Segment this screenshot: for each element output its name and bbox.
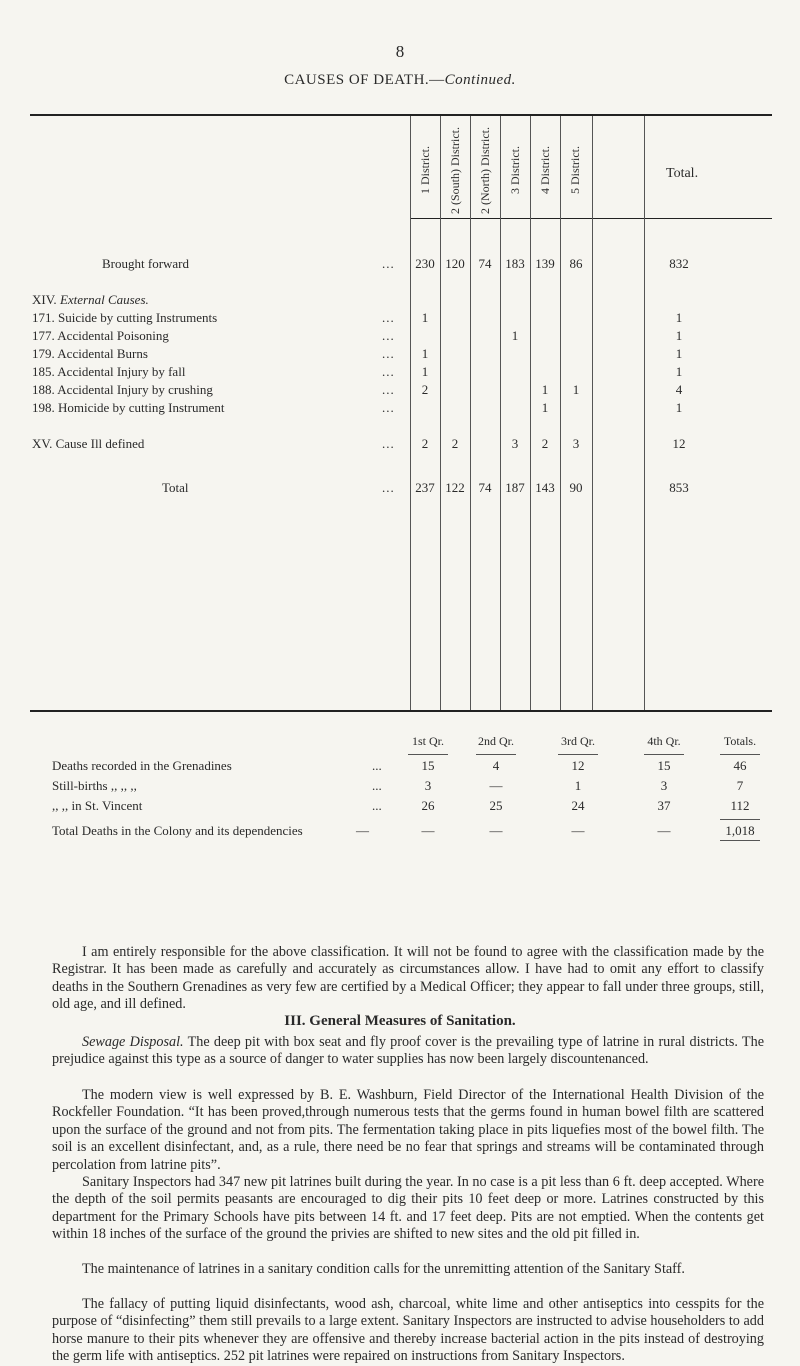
quarter-total-underline [720, 840, 760, 841]
quarter-cell: 112 [730, 798, 750, 813]
quarter-cell: 3 [424, 778, 432, 793]
sewage-disposal-lead: Sewage Disposal. [82, 1034, 184, 1050]
quarter-row-label: Still-births ,, ,, ,, [52, 778, 137, 793]
table-cell: 74 [478, 480, 492, 495]
quarter-cell: — [657, 823, 671, 838]
paragraph-modern-view: The modern view is well expressed by B. E. Washburn, Field Director of the International Health Division of the Rockfeller Foundation. “It has been proved,through numerous tests that the germs found in human bowel filth are scattered upon the surface of the ground and not from pits. The fermentation taking place in pits liquefies most of the bowel filth. The soil is an excellent disinfectant, and, as a rule, there need be no fear that springs and streams will be contaminated through percolation from latrine pits”. [52, 1087, 764, 1173]
row-label: 177. Accidental Poisoning [32, 328, 169, 343]
quarter-row-dots: ... [372, 798, 382, 813]
row-label: Brought forward [102, 256, 190, 271]
heading-continued: Continued. [444, 72, 516, 88]
paragraph-sewage-disposal [52, 1034, 764, 1069]
row-dots: ... [382, 328, 395, 343]
district-header [470, 126, 500, 214]
table-bottom-rule [30, 710, 772, 712]
table-cell: 74 [478, 256, 492, 271]
quarter-cell: 1,018 [725, 823, 755, 838]
row-dots: ... [382, 346, 395, 361]
district-header-text: 2 (North) District. [477, 126, 492, 214]
row-dots: ... [382, 256, 395, 271]
paragraph-maintenance: The maintenance of latrines in a sanitary condition calls for the unremitting attention of the Sanitary Staff. [82, 1261, 685, 1277]
quarter-cell: 46 [733, 758, 747, 773]
table-cell: 2 [421, 436, 429, 451]
district-header [500, 126, 530, 214]
quarter-header: 3rd Qr. [561, 734, 595, 748]
total-cell: 1 [675, 346, 683, 361]
table-cell: 3 [572, 436, 580, 451]
row-label: 198. Homicide by cutting Instrument [32, 400, 225, 415]
section-title: External Causes. [59, 292, 149, 307]
table-cell: 187 [505, 480, 525, 495]
row-dots: ... [382, 310, 395, 325]
quarter-row-label: Deaths recorded in the Grenadines [52, 758, 232, 773]
total-cell: 1 [675, 400, 683, 415]
table-cell: 1 [511, 328, 519, 343]
table-cell: 122 [445, 480, 465, 495]
row-label: 171. Suicide by cutting Instruments [32, 310, 218, 325]
quarter-cell: 24 [571, 798, 585, 813]
district-header-text: 2 (South) District. [447, 126, 462, 214]
section-label [32, 292, 149, 308]
row-dots: ... [382, 436, 395, 451]
section-number: XIV. [32, 292, 60, 307]
total-cell: 4 [675, 382, 683, 397]
table-cell: 1 [421, 364, 429, 379]
causes-table [30, 114, 772, 712]
total-cell: 12 [672, 436, 686, 451]
row-label: 179. Accidental Burns [32, 346, 148, 361]
quarter-total-rule [720, 819, 760, 820]
district-header [440, 126, 470, 214]
quarter-header-rule [558, 754, 598, 755]
quarter-row-label: ,, ,, in St. Vincent [52, 798, 143, 813]
table-cell: 2 [451, 436, 459, 451]
quarter-cell: 4 [492, 758, 500, 773]
table-cell: 90 [569, 480, 583, 495]
quarter-cell: 1 [574, 778, 582, 793]
quarter-row-dots: ... [372, 758, 382, 773]
total-cell: 1 [675, 310, 683, 325]
district-header [560, 126, 590, 214]
quarter-row-label: Total Deaths in the Colony and its dependencies [52, 823, 303, 838]
table-header-rule [410, 218, 772, 219]
row-dots: ... [382, 382, 395, 397]
table-cell: 230 [415, 256, 435, 271]
district-header-text: 5 District. [567, 146, 582, 194]
quarter-header: 1st Qr. [411, 734, 444, 748]
quarter-cell: — [571, 823, 585, 838]
table-cell: 2 [421, 382, 429, 397]
total-cell: 1 [675, 328, 683, 343]
quarter-cell: — [421, 823, 435, 838]
table-cell: 1 [421, 346, 429, 361]
table-cell: 86 [569, 256, 583, 271]
table-cell: 3 [511, 436, 519, 451]
quarter-row-dots: — [356, 823, 369, 838]
page-heading [0, 72, 800, 89]
quarter-cell: 26 [421, 798, 435, 813]
row-label: 188. Accidental Injury by crushing [32, 382, 213, 397]
row-label: XV. Cause Ill defined [32, 436, 145, 451]
table-cell: 1 [541, 400, 549, 415]
row-label: 185. Accidental Injury by fall [32, 364, 186, 379]
table-cell: 237 [415, 480, 435, 495]
quarter-cell: 15 [657, 758, 671, 773]
paragraph-classification: I am entirely responsible for the above classification. It will not be found to agree with the classification made by the Registrar. It has been made as carefully and accurately as circumstances allow. I have had to omit any effort to classify deaths in the Southern Grenadines as very few are certified by a Medical Officer; they appear to fall under three groups, still, old age, and ill defined. [52, 944, 764, 1013]
quarter-header-rule [644, 754, 684, 755]
quarter-header-rule [408, 754, 448, 755]
quarter-cell: 12 [571, 758, 585, 773]
quarter-cell: — [489, 823, 503, 838]
table-cell: 183 [505, 256, 525, 271]
section-heading: III. General Measures of Sanitation. [284, 1013, 516, 1029]
quarter-header-rule [476, 754, 516, 755]
table-cell: 1 [572, 382, 580, 397]
paragraph-fallacy: The fallacy of putting liquid disinfectants, wood ash, charcoal, white lime and other antiseptics into cesspits for the purpose of “disinfecting” them still prevails to a large extent. Sanitary Inspectors are instructed to advise householders to add horse manure to their pits whenever they are offensive and thereby increase bacterial action in the pits instead of destroying the germ life with antiseptics. 252 pit latrines were repaired on instructions from Sanitary Inspectors. [52, 1296, 764, 1365]
quarter-cell: 7 [736, 778, 744, 793]
quarter-cell: 25 [489, 798, 503, 813]
quarter-cell: 15 [421, 758, 435, 773]
total-cell: 832 [669, 256, 689, 271]
total-cell: 1 [675, 364, 683, 379]
row-dots: ... [382, 480, 395, 495]
district-header [530, 126, 560, 214]
table-cell: 139 [535, 256, 555, 271]
quarter-header: 4th Qr. [647, 734, 681, 748]
heading-main: CAUSES OF DEATH.— [284, 72, 445, 88]
quarter-header: Totals. [723, 734, 757, 748]
district-header-text: 3 District. [507, 146, 522, 194]
row-dots: ... [382, 400, 395, 415]
table-cell: 143 [535, 480, 555, 495]
table-cell: 2 [541, 436, 549, 451]
table-top-rule [30, 114, 772, 116]
column-rule [592, 116, 593, 710]
total-cell: 853 [669, 480, 689, 495]
quarter-cell: 3 [660, 778, 668, 793]
row-label: Total [162, 480, 189, 495]
row-dots: ... [382, 364, 395, 379]
quarter-header: 2nd Qr. [478, 734, 514, 748]
quarter-header-rule [720, 754, 760, 755]
district-header-text: 4 District. [537, 146, 552, 194]
page-number: 8 [395, 42, 405, 61]
quarter-cell: 37 [657, 798, 671, 813]
quarter-cell: — [489, 778, 503, 793]
district-header-text: 1 District. [417, 146, 432, 194]
table-cell: 1 [421, 310, 429, 325]
table-cell: 1 [541, 382, 549, 397]
district-header [410, 126, 440, 214]
quarter-row-dots: ... [372, 778, 382, 793]
paragraph-inspectors: Sanitary Inspectors had 347 new pit latrines built during the year. In no case is a pit less than 6 ft. deep accepted. Where the depth of the soil permits peasants are encouraged to dig their pits 10 feet deep or more. Latrines constructed by this department for the Primary Schools have pits between 14 ft. and 17 feet deep. Pits are not emptied. When the contents get within 18 inches of the surface of the ground the privies are shifted to new sites and the old pit filled in. [52, 1174, 764, 1243]
total-header: Total. [666, 166, 699, 181]
sewage-disposal-text: The deep pit with box seat and fly proof cover is the prevailing type of latrine in rural districts. The prejudice against this type as a source of danger to water supplies has now been largely discountenanced. [52, 1034, 764, 1068]
table-cell: 120 [445, 256, 465, 271]
